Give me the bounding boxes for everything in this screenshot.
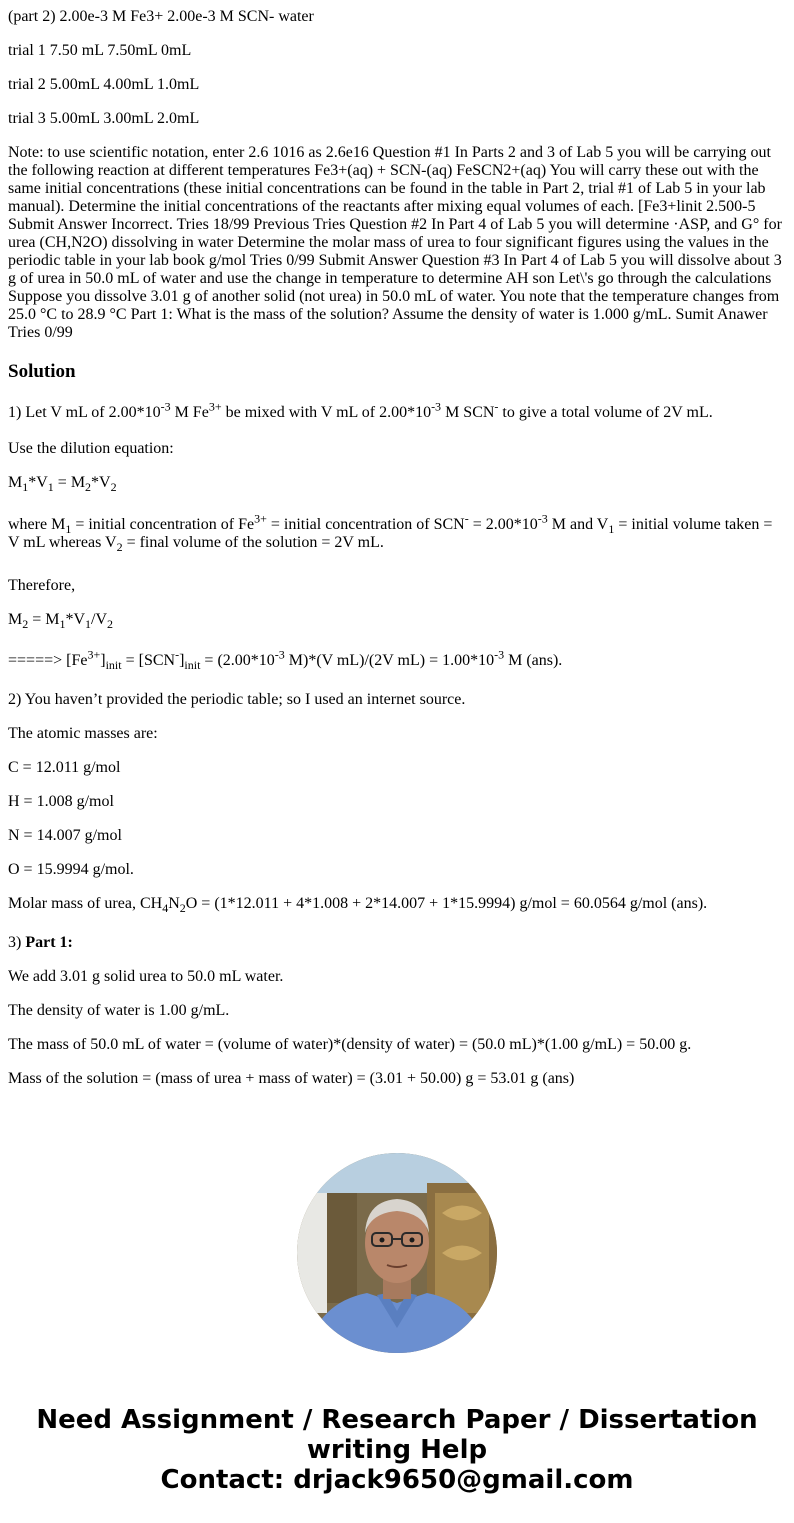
dilution-equation: $M_1*V_1 = M_2*V_2$: [8, 474, 117, 495]
solution-step-3: 3) Part 1:: [8, 934, 73, 951]
therefore: Therefore,: [8, 577, 76, 594]
atomic-mass-h: H = 1.008 g/mol: [8, 793, 114, 810]
question-trial-3: trial 3 5.00mL 3.00mL 2.0mL: [8, 110, 200, 127]
where-definitions: where $M_1$ = initial concentration of $Fe^{3+}$ = initial concentration of $SCN^- = 2.00*10^{-3}$ M and $V_1$ = initial volume taken = V mL whereas $V_2$ = final volume of the solution = 2V mL.: [8, 511, 773, 555]
question-note: Note: to use scientific notation, enter 2.6 1016 as 2.6e16 Question #1 In Parts 2 and 3 of Lab 5 you will be carrying out the following reaction at different temperatures Fe3+(aq) + SCN-(aq) FeSCN2+(aq) You will carry these out with the same initial concentrations (these initial concentrations can be found in the table in Part 2, trial #1 of Lab 5 in your lab manual). Determine the initial concentrations of the reactants after mixing equal volumes of each. [Fe3+linit 2.500-5 Submit Answer Incorrect. Tries 18/99 Previous Tries Question #2 In Part 4 of Lab 5 you will determine ·ASP, and G° for urea (CH,N2O) dissolving in water Determine the molar mass of urea to four significant figures using the values in the periodic table in your lab book g/mol Tries 0/99 Submit Answer Question #3 In Part 4 of Lab 5 you will dissolve about 3 g of urea in 50.0 mL of water and use the change in temperature to determine AH son Let\'s go through the calculations Suppose you dissolve 3.01 g of another solid (not urea) in 50.0 mL of water. You note that the temperature changes from 25.0 °C to 28.9 °C Part 1: What is the mass of the solution? Assume the density of water is 1.000 g/mL. Sumit Anawer Tries 0/99: [8, 144, 782, 341]
rearranged-equation: $M_2 = M_1*V_1/V_2$: [8, 611, 114, 632]
banner-line-2: writing Help: [306, 1435, 488, 1465]
dilution-intro: Use the dilution equation:: [8, 440, 174, 457]
atomic-masses-intro: The atomic masses are:: [8, 725, 158, 742]
banner-contact-email[interactable]: Contact: drjack9650@gmail.com: [160, 1465, 634, 1495]
avatar-photo: [297, 1153, 497, 1353]
atomic-mass-o: O = 15.9994 g/mol.: [8, 861, 134, 878]
add-urea: We add 3.01 g solid urea to 50.0 mL water.: [8, 968, 284, 985]
atomic-mass-n: N = 14.007 g/mol: [8, 827, 122, 844]
solution-step-1: 1) Let V mL of $2.00*10^{-3}$ M $Fe^{3+}$ be mixed with V mL of $2.00*10^{-3}$ M SCN- to give a total volume of 2V mL.: [8, 399, 713, 421]
banner-line-1: Need Assignment / Research Paper / Dissertation: [36, 1405, 758, 1435]
question-trial-2: trial 2 5.00mL 4.00mL 1.0mL: [8, 76, 200, 93]
mass-of-solution: Mass of the solution = (mass of urea + mass of water) = (3.01 + 50.00) g = 53.01 g (ans): [8, 1070, 575, 1087]
answer-1: =====> $[Fe^{3+}]_{init} = [SCN^-]_{init} = (2.00*10^{-3}$ M)*(V mL)/(2V $mL) = 1.00*10^{-3}$ M (ans).: [8, 647, 563, 673]
avatar: [297, 1153, 497, 1353]
contact-banner: [0, 1405, 794, 1495]
molar-mass-urea: Molar mass of urea, $CH_4N_2O = (1*12.011 + 4*1.008 + 2*14.007 + 1*15.9994) g/mol = 60.0564$ g/mol (ans).: [8, 895, 708, 916]
atomic-mass-c: C = 12.011 g/mol: [8, 759, 121, 776]
question-line-part2: (part 2) 2.00e-3 M Fe3+ 2.00e-3 M SCN- water: [8, 8, 314, 25]
water-density: The density of water is 1.00 g/mL.: [8, 1002, 230, 1019]
question-trial-1: trial 1 7.50 mL 7.50mL 0mL: [8, 42, 192, 59]
mass-of-water: The mass of 50.0 mL of water = (volume of water)*(density of water) = (50.0 mL)*(1.00 g/mL) = 50.00 g.: [8, 1036, 692, 1053]
solution-step-2: 2) You haven’t provided the periodic table; so I used an internet source.: [8, 691, 466, 708]
solution-heading: Solution: [8, 361, 76, 382]
